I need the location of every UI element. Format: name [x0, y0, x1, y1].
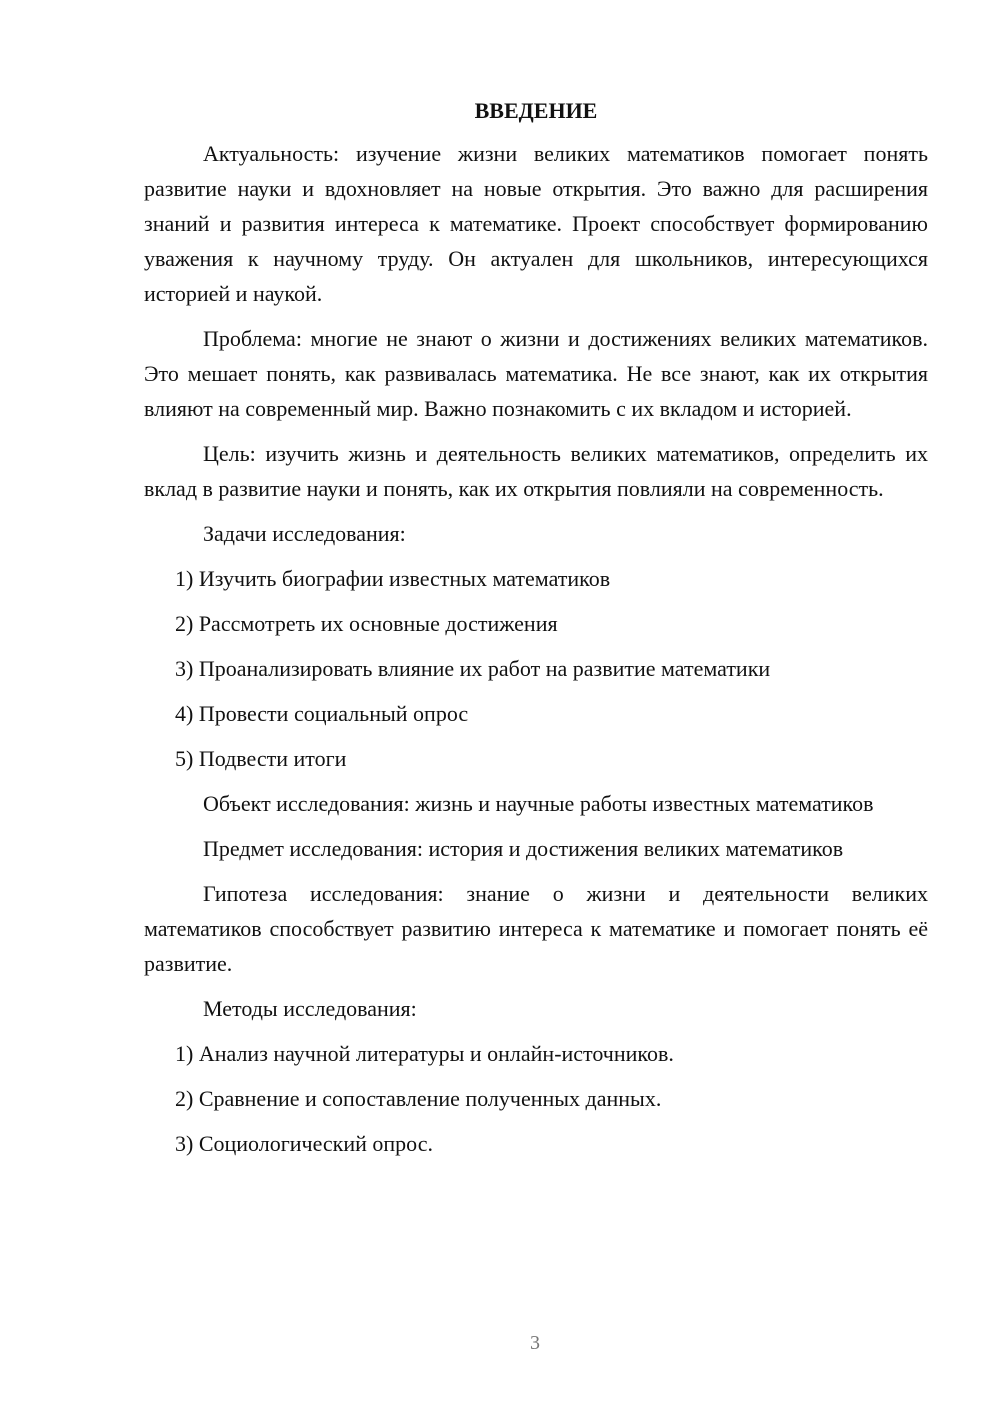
goal-paragraph: Цель: изучить жизнь и деятельность великих математиков, определить их вклад в развитие науки и понять, как их открытия повлияли на современность.: [144, 441, 928, 501]
hypothesis-paragraph: Гипотеза исследования: знание о жизни и деятельности великих математиков способствует развитию интереса к математике и помогает понять её развитие.: [144, 881, 928, 976]
page-content: [144, 96, 928, 1171]
problem-paragraph: Проблема: многие не знают о жизни и достижениях великих математиков. Это мешает понять, как развивалась математика. Не все знают, как их открытия влияют на современный мир. Важно познакомить с их вкладом и историей.: [144, 326, 928, 421]
page-title: ВВЕДЕНИЕ: [474, 98, 598, 123]
research-object-paragraph: Объект исследования: жизнь и научные работы известных математиков: [203, 791, 874, 816]
methods-heading: Методы исследования:: [203, 996, 417, 1021]
method-item: 3) Социологический опрос.: [175, 1131, 433, 1156]
task-item: 2) Рассмотреть их основные достижения: [175, 611, 558, 636]
research-subject-line: Предмет исследования: история и достижения великих математиков: [203, 836, 844, 861]
task-item: 5) Подвести итоги: [175, 746, 347, 771]
task-item: 4) Провести социальный опрос: [175, 701, 469, 726]
method-item: 2) Сравнение и сопоставление полученных данных.: [175, 1086, 662, 1111]
tasks-heading: Задачи исследования:: [203, 521, 406, 546]
relevance-paragraph: Актуальность: изучение жизни великих математиков помогает понять развитие науки и вдохновляет на новые открытия. Это важно для расширения знаний и развития интереса к математике. Проект способствует формированию уважения к научному труду. Он актуален для школьников, интересующихся историей и наукой.: [144, 141, 928, 306]
task-item: 3) Проанализировать влияние их работ на развитие математики: [175, 656, 771, 681]
task-item: 1) Изучить биографии известных математиков: [175, 566, 611, 591]
method-item: 1) Анализ научной литературы и онлайн-источников.: [175, 1041, 674, 1066]
page-number: 3: [530, 1332, 540, 1354]
